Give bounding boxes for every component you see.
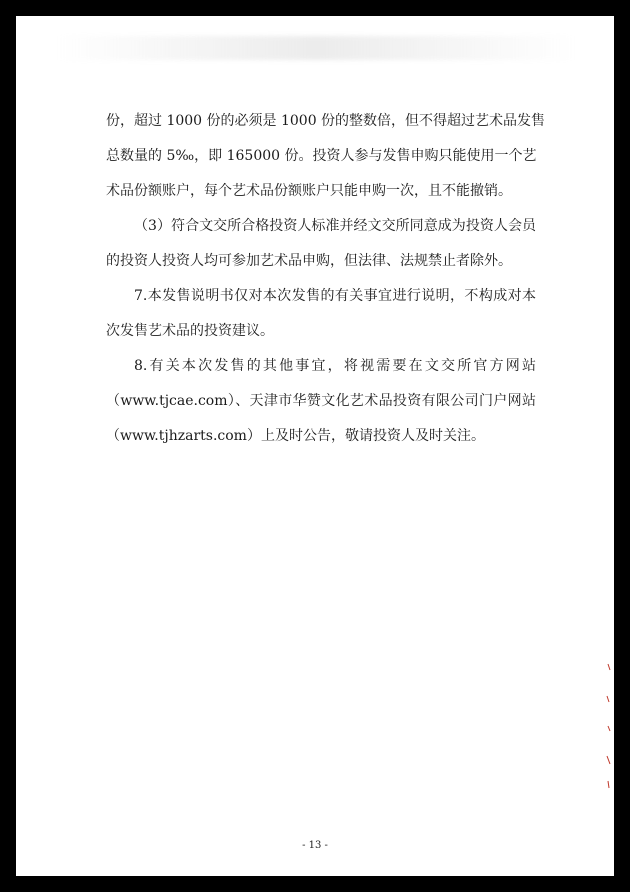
text-line-8: 8.有关本次发售的其他事宜，将视需要在文交所官方网站 — [134, 358, 536, 374]
scan-artifact — [56, 36, 576, 60]
body-text — [106, 104, 546, 454]
text-line-9: （www.tjcae.com）、天津市华赞文化艺术品投资有限公司门户网站 — [106, 393, 536, 409]
text-line-3: 术品份额账户，每个艺术品份额账户只能申购一次，且不能撤销。 — [106, 183, 512, 199]
document-page — [16, 16, 614, 876]
text-line-6: 7.本发售说明书仅对本次发售的有关事宜进行说明，不构成对本 — [134, 288, 536, 304]
text-line-2: 总数量的 5‰，即 165000 份。投资人参与发售申购只能使用一个艺 — [106, 148, 537, 164]
text-line-5: 的投资人投资人均可参加艺术品申购，但法律、法规禁止者除外。 — [106, 253, 512, 269]
text-line-4: （3）符合文交所合格投资人标准并经文交所同意成为投资人会员 — [134, 218, 536, 234]
seal-edge-marks — [602, 656, 612, 796]
text-line-10: （www.tjhzarts.com）上及时公告，敬请投资人及时关注。 — [106, 428, 485, 444]
page-number: - 13 - — [302, 840, 328, 851]
text-line-1: 份，超过 1000 份的必须是 1000 份的整数倍，但不得超过艺术品发售 — [106, 113, 546, 129]
text-line-7: 次发售艺术品的投资建议。 — [106, 323, 274, 339]
